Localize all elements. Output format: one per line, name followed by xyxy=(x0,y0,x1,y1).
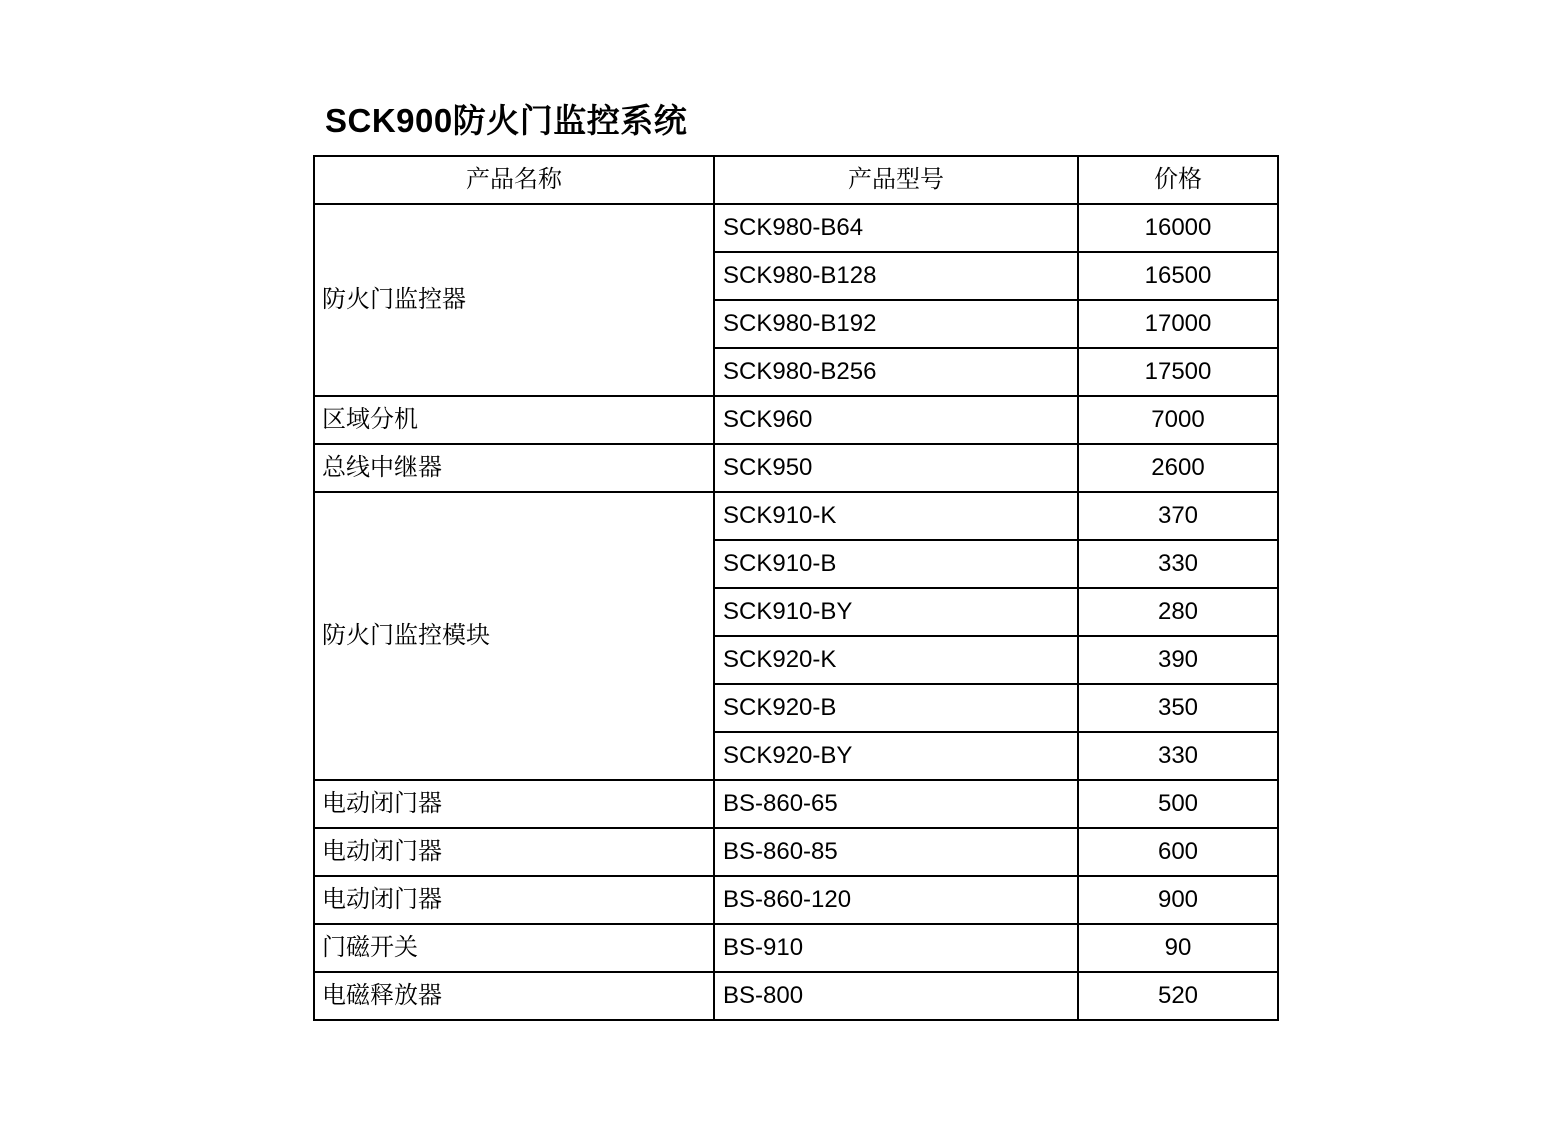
product-model-cell: BS-800 xyxy=(714,972,1078,1020)
header-product-name: 产品名称 xyxy=(314,156,714,204)
product-name-cell: 电动闭门器 xyxy=(314,780,714,828)
product-model-cell: SCK910-BY xyxy=(714,588,1078,636)
product-model-cell: SCK920-K xyxy=(714,636,1078,684)
price-table-body xyxy=(314,204,1278,1020)
product-model-cell: SCK980-B128 xyxy=(714,252,1078,300)
price-cell: 350 xyxy=(1078,684,1278,732)
document-sheet xyxy=(313,100,1279,1021)
table-row xyxy=(314,396,1278,444)
product-model-cell: SCK950 xyxy=(714,444,1078,492)
page-title: SCK900防火门监控系统 xyxy=(325,102,688,139)
price-cell: 17500 xyxy=(1078,348,1278,396)
price-cell: 2600 xyxy=(1078,444,1278,492)
header-price: 价格 xyxy=(1078,156,1278,204)
product-model-cell: SCK980-B256 xyxy=(714,348,1078,396)
product-name-cell: 电动闭门器 xyxy=(314,828,714,876)
price-cell: 500 xyxy=(1078,780,1278,828)
price-cell: 17000 xyxy=(1078,300,1278,348)
price-cell: 7000 xyxy=(1078,396,1278,444)
table-row xyxy=(314,492,1278,540)
product-model-cell: SCK920-B xyxy=(714,684,1078,732)
product-model-cell: SCK910-K xyxy=(714,492,1078,540)
product-name-cell: 电磁释放器 xyxy=(314,972,714,1020)
price-cell: 600 xyxy=(1078,828,1278,876)
header-product-model: 产品型号 xyxy=(714,156,1078,204)
product-name-cell: 区域分机 xyxy=(314,396,714,444)
product-model-cell: BS-860-120 xyxy=(714,876,1078,924)
price-cell: 520 xyxy=(1078,972,1278,1020)
product-name-cell: 防火门监控模块 xyxy=(314,492,714,780)
price-table xyxy=(313,155,1279,1021)
price-table-header xyxy=(314,156,1278,204)
price-cell: 390 xyxy=(1078,636,1278,684)
product-model-cell: BS-860-85 xyxy=(714,828,1078,876)
table-row xyxy=(314,828,1278,876)
product-model-cell: BS-910 xyxy=(714,924,1078,972)
table-row xyxy=(314,204,1278,252)
price-cell: 280 xyxy=(1078,588,1278,636)
price-cell: 370 xyxy=(1078,492,1278,540)
table-row xyxy=(314,780,1278,828)
price-cell: 16000 xyxy=(1078,204,1278,252)
price-cell: 900 xyxy=(1078,876,1278,924)
product-name-cell: 门磁开关 xyxy=(314,924,714,972)
table-row xyxy=(314,876,1278,924)
product-model-cell: SCK910-B xyxy=(714,540,1078,588)
table-row xyxy=(314,444,1278,492)
product-model-cell: SCK980-B192 xyxy=(714,300,1078,348)
header-row xyxy=(314,156,1278,204)
price-cell: 90 xyxy=(1078,924,1278,972)
product-model-cell: BS-860-65 xyxy=(714,780,1078,828)
table-row xyxy=(314,972,1278,1020)
product-model-cell: SCK960 xyxy=(714,396,1078,444)
price-cell: 330 xyxy=(1078,732,1278,780)
price-cell: 330 xyxy=(1078,540,1278,588)
product-name-cell: 电动闭门器 xyxy=(314,876,714,924)
table-row xyxy=(314,924,1278,972)
product-model-cell: SCK920-BY xyxy=(714,732,1078,780)
price-cell: 16500 xyxy=(1078,252,1278,300)
product-name-cell: 总线中继器 xyxy=(314,444,714,492)
product-model-cell: SCK980-B64 xyxy=(714,204,1078,252)
product-name-cell: 防火门监控器 xyxy=(314,204,714,396)
